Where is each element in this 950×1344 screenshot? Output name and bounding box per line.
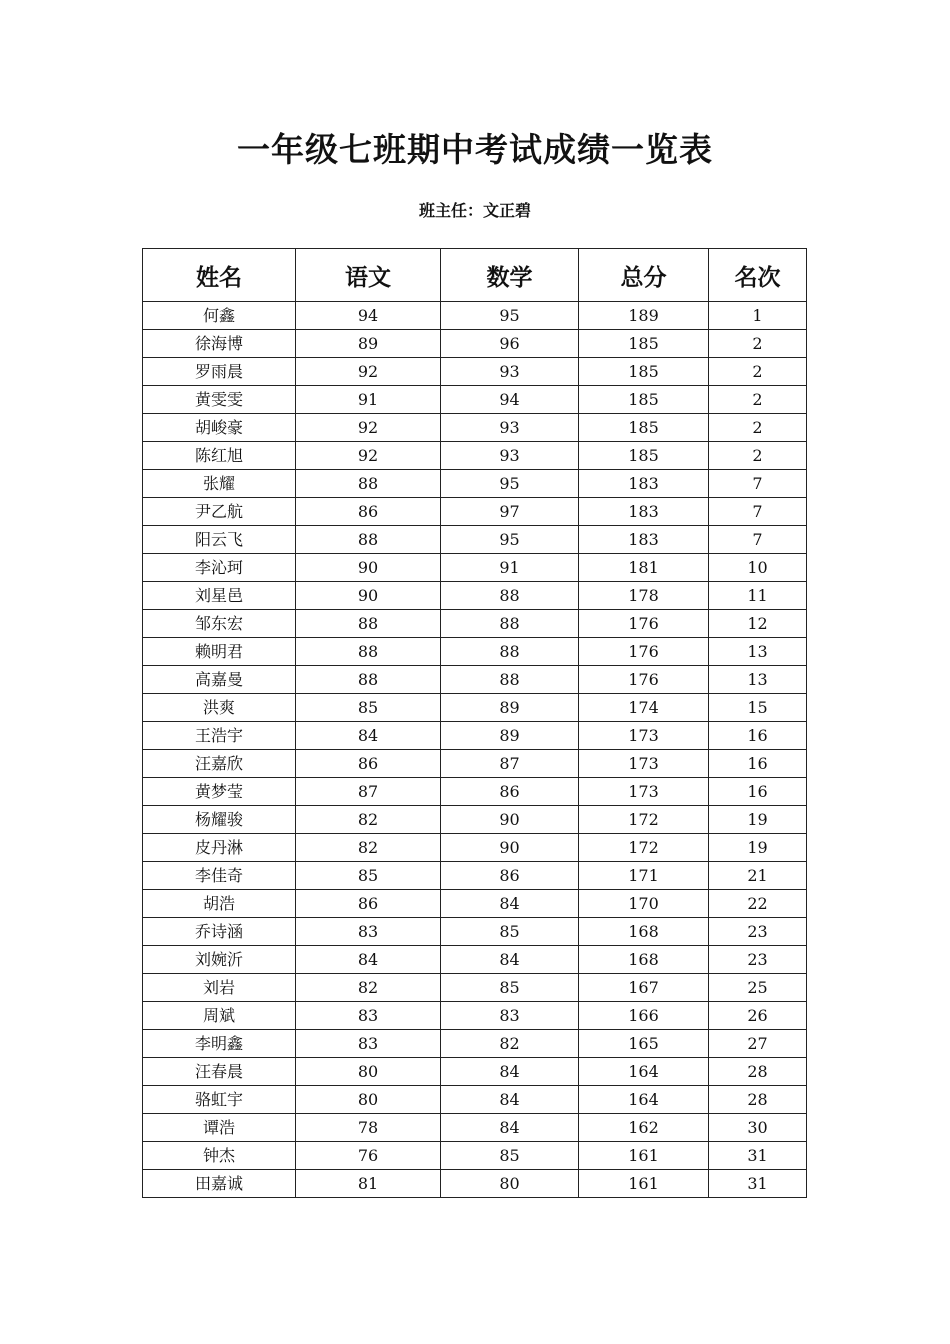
chinese-score-cell: 92 xyxy=(296,414,441,442)
total-score-cell: 173 xyxy=(579,778,709,806)
chinese-score-cell: 92 xyxy=(296,358,441,386)
chinese-score-cell: 86 xyxy=(296,498,441,526)
total-score-cell: 173 xyxy=(579,722,709,750)
head-teacher-line: 班主任：文正碧 xyxy=(418,201,531,220)
student-name-cell: 李沁珂 xyxy=(143,554,296,582)
total-score-cell: 183 xyxy=(579,526,709,554)
total-score-cell: 181 xyxy=(579,554,709,582)
total-score-cell: 168 xyxy=(579,918,709,946)
score-table xyxy=(142,248,807,1198)
table-row xyxy=(143,638,807,666)
total-score-cell: 167 xyxy=(579,974,709,1002)
total-score-cell: 183 xyxy=(579,470,709,498)
rank-cell: 16 xyxy=(709,778,807,806)
table-row xyxy=(143,722,807,750)
table-row xyxy=(143,414,807,442)
student-name-cell: 骆虹宇 xyxy=(143,1086,296,1114)
math-score-cell: 85 xyxy=(441,918,579,946)
math-score-cell: 88 xyxy=(441,666,579,694)
table-row xyxy=(143,610,807,638)
chinese-score-cell: 84 xyxy=(296,722,441,750)
table-row xyxy=(143,918,807,946)
table-row xyxy=(143,470,807,498)
score-table-body xyxy=(143,302,807,1198)
rank-cell: 31 xyxy=(709,1142,807,1170)
math-score-cell: 96 xyxy=(441,330,579,358)
table-row xyxy=(143,498,807,526)
chinese-score-cell: 87 xyxy=(296,778,441,806)
student-name-cell: 胡峻豪 xyxy=(143,414,296,442)
student-name-cell: 李明鑫 xyxy=(143,1030,296,1058)
total-score-cell: 164 xyxy=(579,1086,709,1114)
student-name-cell: 王浩宇 xyxy=(143,722,296,750)
total-score-cell: 176 xyxy=(579,638,709,666)
student-name-cell: 尹乙航 xyxy=(143,498,296,526)
table-row xyxy=(143,694,807,722)
math-score-cell: 86 xyxy=(441,778,579,806)
total-score-cell: 185 xyxy=(579,414,709,442)
rank-cell: 7 xyxy=(709,526,807,554)
rank-cell: 31 xyxy=(709,1170,807,1198)
chinese-score-cell: 90 xyxy=(296,582,441,610)
math-score-cell: 93 xyxy=(441,442,579,470)
student-name-cell: 胡浩 xyxy=(143,890,296,918)
math-score-cell: 80 xyxy=(441,1170,579,1198)
chinese-score-cell: 78 xyxy=(296,1114,441,1142)
total-score-cell: 185 xyxy=(579,442,709,470)
math-score-cell: 95 xyxy=(441,470,579,498)
table-row xyxy=(143,442,807,470)
total-score-cell: 164 xyxy=(579,1058,709,1086)
math-score-cell: 90 xyxy=(441,806,579,834)
student-name-cell: 陈红旭 xyxy=(143,442,296,470)
math-score-cell: 94 xyxy=(441,386,579,414)
math-score-cell: 95 xyxy=(441,302,579,330)
table-row xyxy=(143,1114,807,1142)
rank-cell: 10 xyxy=(709,554,807,582)
table-row xyxy=(143,1142,807,1170)
math-score-cell: 84 xyxy=(441,1114,579,1142)
student-name-cell: 黄梦莹 xyxy=(143,778,296,806)
student-name-cell: 汪嘉欣 xyxy=(143,750,296,778)
table-row xyxy=(143,666,807,694)
table-header-row xyxy=(143,249,807,302)
column-header-total: 总分 xyxy=(579,249,709,302)
chinese-score-cell: 76 xyxy=(296,1142,441,1170)
total-score-cell: 185 xyxy=(579,358,709,386)
math-score-cell: 88 xyxy=(441,582,579,610)
student-name-cell: 李佳奇 xyxy=(143,862,296,890)
chinese-score-cell: 88 xyxy=(296,638,441,666)
table-row xyxy=(143,358,807,386)
total-score-cell: 183 xyxy=(579,498,709,526)
math-score-cell: 84 xyxy=(441,1086,579,1114)
rank-cell: 22 xyxy=(709,890,807,918)
total-score-cell: 185 xyxy=(579,386,709,414)
rank-cell: 13 xyxy=(709,638,807,666)
total-score-cell: 172 xyxy=(579,834,709,862)
table-row xyxy=(143,1086,807,1114)
math-score-cell: 88 xyxy=(441,638,579,666)
total-score-cell: 161 xyxy=(579,1170,709,1198)
total-score-cell: 176 xyxy=(579,610,709,638)
table-row xyxy=(143,890,807,918)
math-score-cell: 82 xyxy=(441,1030,579,1058)
chinese-score-cell: 80 xyxy=(296,1086,441,1114)
rank-cell: 26 xyxy=(709,1002,807,1030)
total-score-cell: 168 xyxy=(579,946,709,974)
math-score-cell: 84 xyxy=(441,890,579,918)
rank-cell: 13 xyxy=(709,666,807,694)
table-row xyxy=(143,386,807,414)
rank-cell: 23 xyxy=(709,946,807,974)
table-row xyxy=(143,1058,807,1086)
chinese-score-cell: 80 xyxy=(296,1058,441,1086)
chinese-score-cell: 94 xyxy=(296,302,441,330)
math-score-cell: 86 xyxy=(441,862,579,890)
total-score-cell: 171 xyxy=(579,862,709,890)
rank-cell: 15 xyxy=(709,694,807,722)
chinese-score-cell: 84 xyxy=(296,946,441,974)
table-row xyxy=(143,946,807,974)
rank-cell: 21 xyxy=(709,862,807,890)
rank-cell: 19 xyxy=(709,834,807,862)
total-score-cell: 189 xyxy=(579,302,709,330)
table-row xyxy=(143,862,807,890)
total-score-cell: 173 xyxy=(579,750,709,778)
math-score-cell: 88 xyxy=(441,610,579,638)
chinese-score-cell: 88 xyxy=(296,526,441,554)
rank-cell: 2 xyxy=(709,386,807,414)
chinese-score-cell: 81 xyxy=(296,1170,441,1198)
student-name-cell: 皮丹淋 xyxy=(143,834,296,862)
table-row xyxy=(143,750,807,778)
rank-cell: 28 xyxy=(709,1086,807,1114)
student-name-cell: 乔诗涵 xyxy=(143,918,296,946)
total-score-cell: 170 xyxy=(579,890,709,918)
student-name-cell: 阳云飞 xyxy=(143,526,296,554)
chinese-score-cell: 82 xyxy=(296,974,441,1002)
total-score-cell: 178 xyxy=(579,582,709,610)
table-row xyxy=(143,834,807,862)
student-name-cell: 谭浩 xyxy=(143,1114,296,1142)
rank-cell: 2 xyxy=(709,414,807,442)
chinese-score-cell: 85 xyxy=(296,862,441,890)
column-header-chinese: 语文 xyxy=(296,249,441,302)
student-name-cell: 罗雨晨 xyxy=(143,358,296,386)
chinese-score-cell: 86 xyxy=(296,890,441,918)
student-name-cell: 何鑫 xyxy=(143,302,296,330)
math-score-cell: 85 xyxy=(441,1142,579,1170)
student-name-cell: 汪春晨 xyxy=(143,1058,296,1086)
table-row xyxy=(143,330,807,358)
chinese-score-cell: 83 xyxy=(296,1002,441,1030)
rank-cell: 16 xyxy=(709,750,807,778)
math-score-cell: 83 xyxy=(441,1002,579,1030)
table-row xyxy=(143,582,807,610)
table-row xyxy=(143,1002,807,1030)
math-score-cell: 95 xyxy=(441,526,579,554)
math-score-cell: 85 xyxy=(441,974,579,1002)
total-score-cell: 172 xyxy=(579,806,709,834)
total-score-cell: 165 xyxy=(579,1030,709,1058)
rank-cell: 2 xyxy=(709,358,807,386)
chinese-score-cell: 83 xyxy=(296,918,441,946)
total-score-cell: 162 xyxy=(579,1114,709,1142)
student-name-cell: 黄雯雯 xyxy=(143,386,296,414)
rank-cell: 28 xyxy=(709,1058,807,1086)
chinese-score-cell: 83 xyxy=(296,1030,441,1058)
page-title: 一年级七班期中考试成绩一览表 xyxy=(237,130,713,169)
table-row xyxy=(143,554,807,582)
rank-cell: 27 xyxy=(709,1030,807,1058)
rank-cell: 19 xyxy=(709,806,807,834)
chinese-score-cell: 88 xyxy=(296,610,441,638)
math-score-cell: 97 xyxy=(441,498,579,526)
table-row xyxy=(143,526,807,554)
math-score-cell: 93 xyxy=(441,414,579,442)
math-score-cell: 90 xyxy=(441,834,579,862)
math-score-cell: 91 xyxy=(441,554,579,582)
student-name-cell: 田嘉诚 xyxy=(143,1170,296,1198)
student-name-cell: 周斌 xyxy=(143,1002,296,1030)
student-name-cell: 邹东宏 xyxy=(143,610,296,638)
column-header-math: 数学 xyxy=(441,249,579,302)
rank-cell: 30 xyxy=(709,1114,807,1142)
math-score-cell: 87 xyxy=(441,750,579,778)
chinese-score-cell: 92 xyxy=(296,442,441,470)
student-name-cell: 徐海博 xyxy=(143,330,296,358)
chinese-score-cell: 88 xyxy=(296,666,441,694)
rank-cell: 1 xyxy=(709,302,807,330)
rank-cell: 11 xyxy=(709,582,807,610)
rank-cell: 2 xyxy=(709,330,807,358)
math-score-cell: 89 xyxy=(441,694,579,722)
math-score-cell: 84 xyxy=(441,1058,579,1086)
chinese-score-cell: 86 xyxy=(296,750,441,778)
table-row xyxy=(143,806,807,834)
chinese-score-cell: 82 xyxy=(296,834,441,862)
rank-cell: 12 xyxy=(709,610,807,638)
total-score-cell: 174 xyxy=(579,694,709,722)
rank-cell: 7 xyxy=(709,498,807,526)
student-name-cell: 杨耀骏 xyxy=(143,806,296,834)
student-name-cell: 赖明君 xyxy=(143,638,296,666)
chinese-score-cell: 91 xyxy=(296,386,441,414)
student-name-cell: 张耀 xyxy=(143,470,296,498)
student-name-cell: 洪爽 xyxy=(143,694,296,722)
rank-cell: 7 xyxy=(709,470,807,498)
student-name-cell: 刘岩 xyxy=(143,974,296,1002)
chinese-score-cell: 82 xyxy=(296,806,441,834)
total-score-cell: 185 xyxy=(579,330,709,358)
rank-cell: 25 xyxy=(709,974,807,1002)
total-score-cell: 166 xyxy=(579,1002,709,1030)
chinese-score-cell: 88 xyxy=(296,470,441,498)
table-row xyxy=(143,302,807,330)
chinese-score-cell: 89 xyxy=(296,330,441,358)
total-score-cell: 161 xyxy=(579,1142,709,1170)
table-row xyxy=(143,1170,807,1198)
table-row xyxy=(143,1030,807,1058)
math-score-cell: 89 xyxy=(441,722,579,750)
total-score-cell: 176 xyxy=(579,666,709,694)
student-name-cell: 刘星邑 xyxy=(143,582,296,610)
student-name-cell: 高嘉曼 xyxy=(143,666,296,694)
math-score-cell: 84 xyxy=(441,946,579,974)
student-name-cell: 刘婉沂 xyxy=(143,946,296,974)
rank-cell: 23 xyxy=(709,918,807,946)
student-name-cell: 钟杰 xyxy=(143,1142,296,1170)
column-header-name: 姓名 xyxy=(143,249,296,302)
rank-cell: 16 xyxy=(709,722,807,750)
table-row xyxy=(143,778,807,806)
column-header-rank: 名次 xyxy=(709,249,807,302)
table-row xyxy=(143,974,807,1002)
chinese-score-cell: 85 xyxy=(296,694,441,722)
rank-cell: 2 xyxy=(709,442,807,470)
chinese-score-cell: 90 xyxy=(296,554,441,582)
math-score-cell: 93 xyxy=(441,358,579,386)
